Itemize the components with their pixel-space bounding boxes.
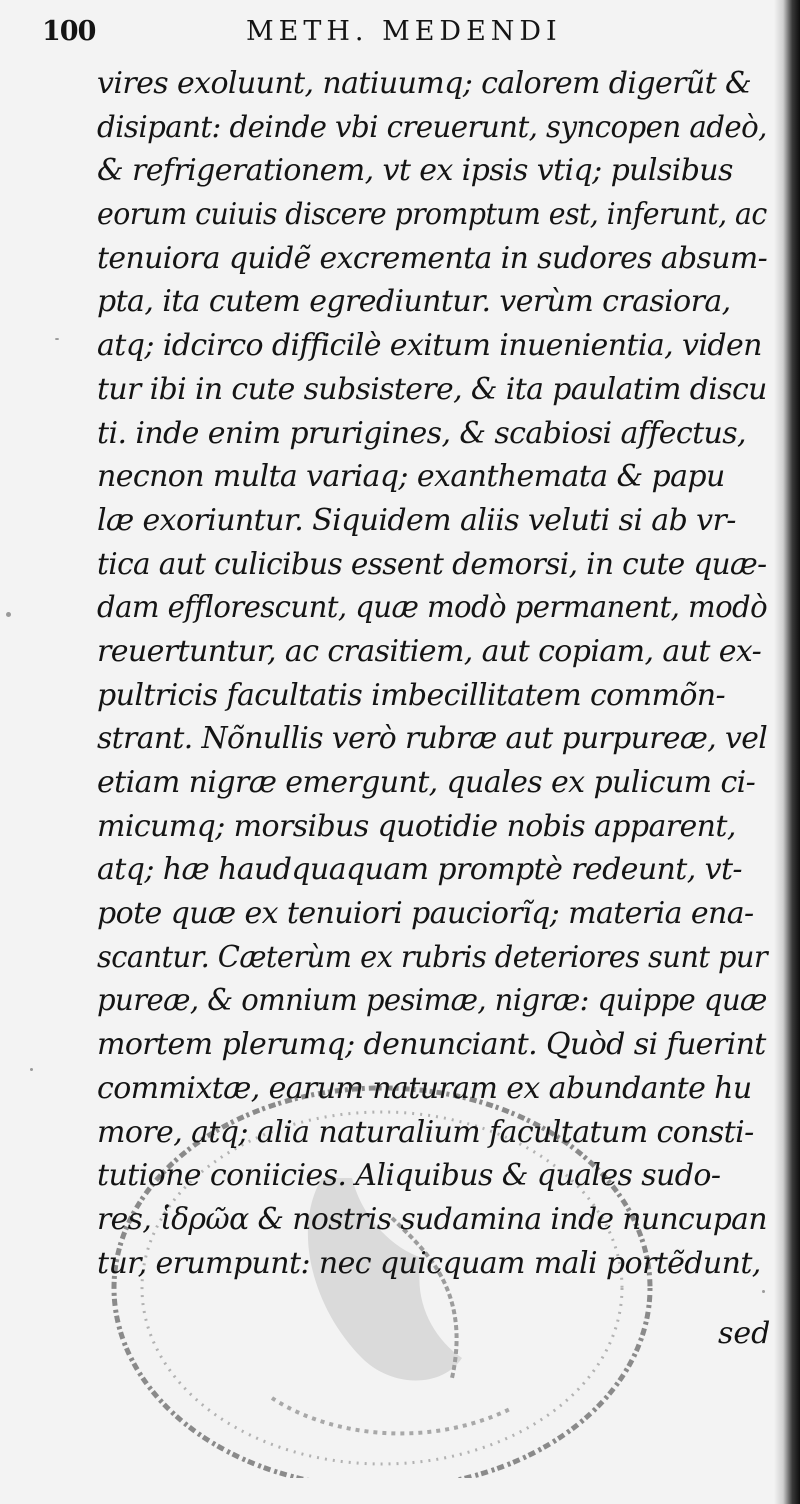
catchword: sed: [718, 1316, 771, 1351]
text-line: vires exoluunt, natiuumq; calorem digerũt &: [97, 66, 752, 101]
text-line: tutione coniicies. Aliquibus & quales sudo-: [97, 1158, 721, 1194]
text-line: mortem plerumq; denunciant. Quòd si fuerint: [97, 1027, 766, 1063]
text-line: pureæ, & omnium pesimæ, nigræ: quippe quæ: [97, 983, 767, 1019]
text-line: disipant: deinde vbi creuerunt, syncopen adeò,: [97, 109, 767, 145]
text-line: pta, ita cutem egrediuntur. verùm crasiora,: [97, 284, 731, 320]
body-text: [97, 62, 767, 1285]
text-line: etiam nigræ emergunt, quales ex pulicum ci-: [97, 765, 756, 800]
text-line: læ exoriuntur. Siquidem aliis veluti si ab vr-: [97, 502, 736, 538]
text-line: strant. Nõnullis verò rubræ aut purpureæ, vel: [97, 721, 768, 757]
text-line: & refrigerationem, vt ex ipsis vtiq; pulsibus: [97, 153, 733, 189]
text-line: eorum cuiuis discere promptum est, inferunt, ac: [97, 197, 767, 233]
text-line: micumq; morsibus quotidie nobis apparent,: [97, 808, 736, 844]
running-head: METH. MEDENDI: [246, 16, 562, 47]
text-line: atq; idcirco difficilè exitum inuenientia, viden: [97, 328, 762, 364]
text-line: tur, erumpunt: nec quicquam mali portẽdunt,: [97, 1245, 761, 1281]
text-line: pote quæ ex tenuiori pauciorĩq; materia ena-: [97, 896, 754, 932]
text-line: necnon multa variaq; exanthemata & papu: [97, 459, 725, 495]
text-line: more, atq; alia naturalium facultatum consti-: [97, 1114, 754, 1150]
text-line: scantur. Cæterùm ex rubris deteriores sunt pur: [97, 939, 768, 975]
text-line: res, ἱδρῶα & nostris sudamina inde nuncupan: [97, 1201, 767, 1237]
page-edge-shadow: [774, 0, 800, 1504]
text-line: atq; hæ haudquaquam promptè redeunt, vt-: [97, 852, 742, 888]
text-line: commixtæ, earum naturam ex abundante hu: [97, 1070, 752, 1106]
text-line: ti. inde enim prurigines, & scabiosi affectus,: [97, 415, 746, 451]
text-line: pultricis facultatis imbecillitatem commõn-: [97, 677, 726, 713]
text-line: tur ibi in cute subsistere, & ita paulatim discu: [97, 371, 767, 407]
page-number: 100: [42, 16, 96, 47]
text-line: tica aut culicibus essent demorsi, in cute quæ-: [97, 546, 767, 582]
text-line: tenuiora quidẽ excrementa in sudores absum-: [97, 240, 768, 276]
text-line: reuertuntur, ac crasitiem, aut copiam, aut ex-: [97, 633, 762, 669]
page-header: [40, 14, 780, 54]
text-line: dam efflorescunt, quæ modò permanent, modò: [97, 590, 768, 626]
